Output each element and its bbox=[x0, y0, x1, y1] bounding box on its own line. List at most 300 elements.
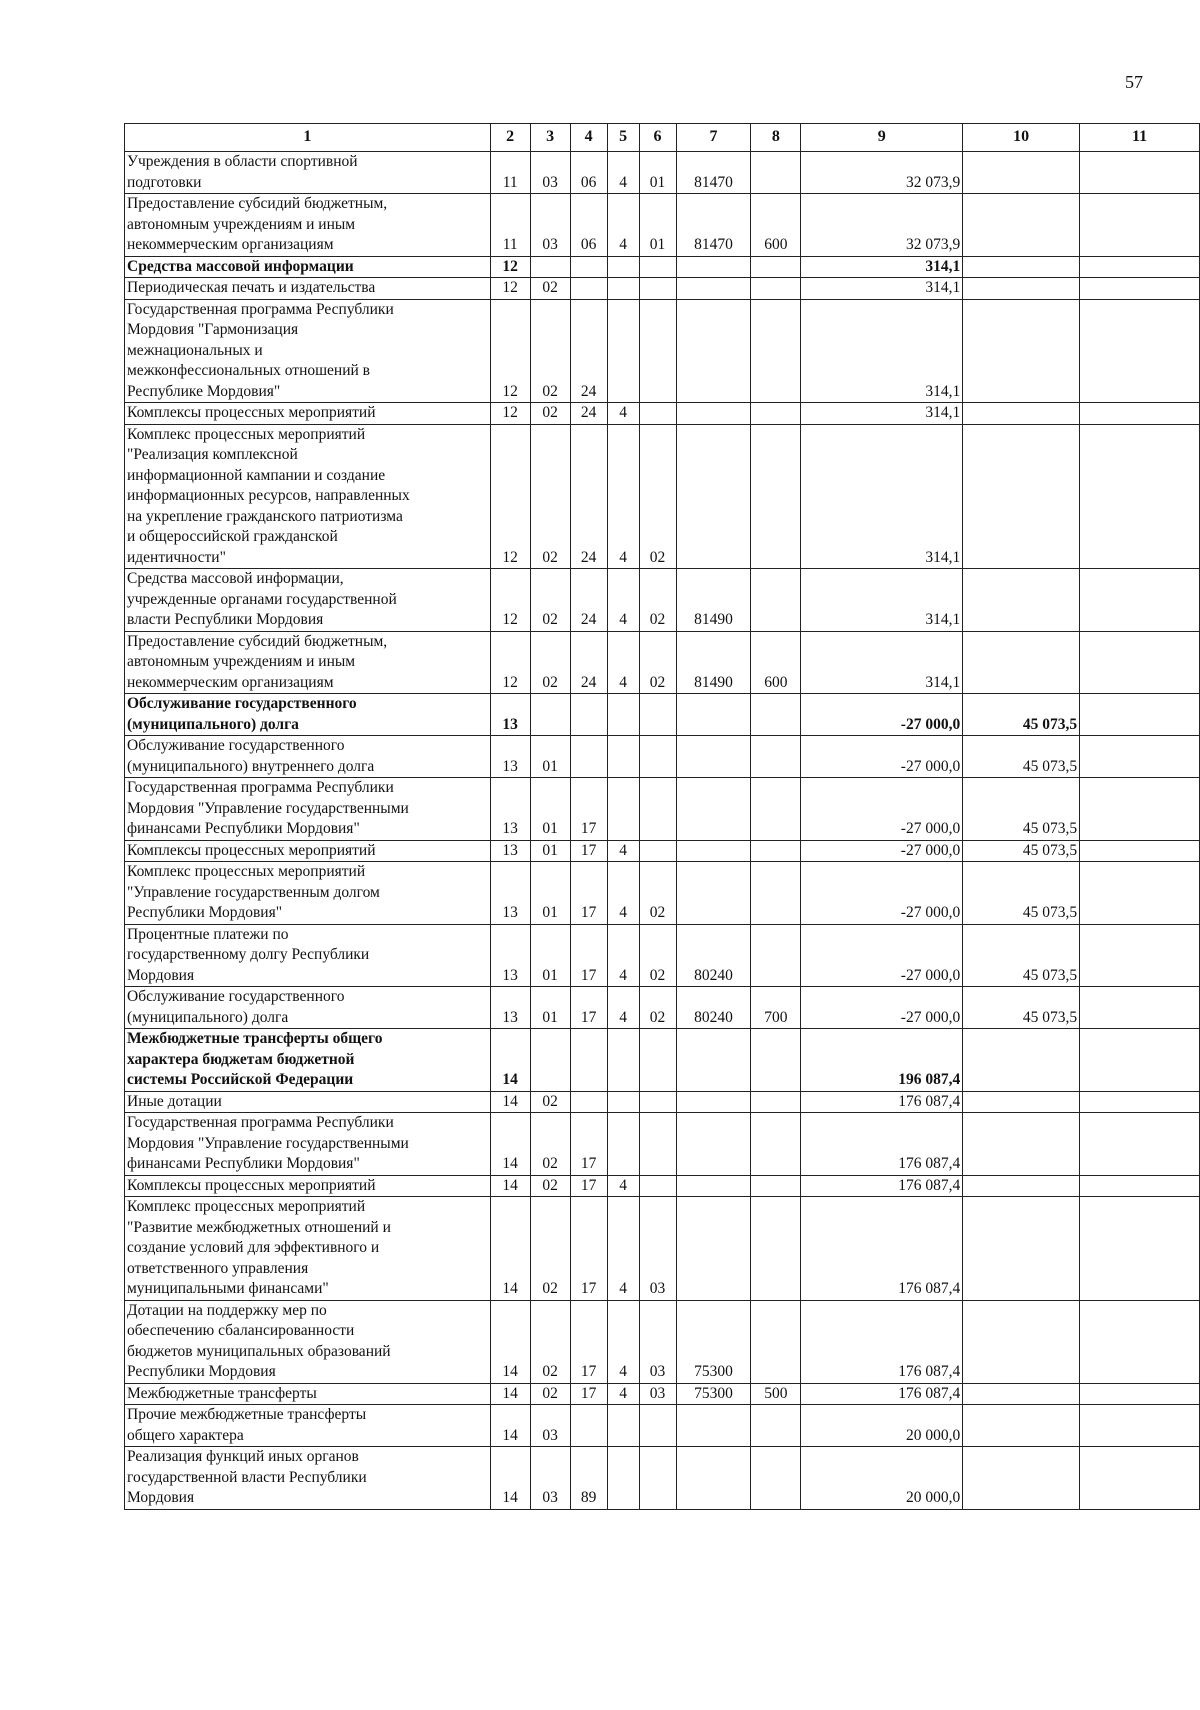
cell-amount-col9: 176 087,4 bbox=[801, 1091, 963, 1113]
cell-direction bbox=[676, 1447, 751, 1510]
cell-amount-col11 bbox=[1080, 1405, 1200, 1447]
cell-podrazdel: 02 bbox=[530, 569, 570, 632]
cell-amount-col11 bbox=[1080, 924, 1200, 987]
cell-podrazdel: 02 bbox=[530, 403, 570, 425]
cell-amount-col10 bbox=[963, 1175, 1080, 1197]
header-col-7: 7 bbox=[676, 124, 751, 152]
cell-program: 24 bbox=[570, 569, 607, 632]
header-col-8: 8 bbox=[751, 124, 801, 152]
cell-amount-col9: 32 073,9 bbox=[801, 194, 963, 257]
cell-subprogram: 02 bbox=[639, 424, 676, 569]
cell-item-name: Процентные платежи по государственному долгу Республики Мордовия bbox=[125, 924, 491, 987]
cell-program: 06 bbox=[570, 152, 607, 194]
cell-direction bbox=[676, 299, 751, 403]
cell-podrazdel: 02 bbox=[530, 299, 570, 403]
table-row bbox=[125, 924, 1200, 987]
cell-program: 17 bbox=[570, 1300, 607, 1383]
cell-item-name: Средства массовой информации, учрежденные органами государственной власти Республики Мордовия bbox=[125, 569, 491, 632]
cell-expense-type bbox=[751, 736, 801, 778]
cell-amount-col10: 45 073,5 bbox=[963, 987, 1080, 1029]
cell-amount-col9: 176 087,4 bbox=[801, 1197, 963, 1301]
cell-subprogram: 03 bbox=[639, 1300, 676, 1383]
cell-amount-col10 bbox=[963, 569, 1080, 632]
cell-razdel: 14 bbox=[490, 1113, 530, 1176]
table-row bbox=[125, 1405, 1200, 1447]
cell-subprogram bbox=[639, 1175, 676, 1197]
cell-amount-col10 bbox=[963, 1447, 1080, 1510]
cell-amount-col9: 176 087,4 bbox=[801, 1175, 963, 1197]
cell-item-name: Комплекс процессных мероприятий "Реализация комплексной информационной кампании и создание информационных ресурсов, направленных на укрепление гражданского патриотизма и общероссийской гражданской идентичности" bbox=[125, 424, 491, 569]
cell-expense-type: 600 bbox=[751, 194, 801, 257]
cell-item-name: Государственная программа Республики Мордовия "Управление государственными финансами Республики Мордовия" bbox=[125, 778, 491, 841]
table-header-row bbox=[125, 124, 1200, 152]
cell-expense-type bbox=[751, 299, 801, 403]
cell-expense-type bbox=[751, 840, 801, 862]
cell-razdel: 12 bbox=[490, 403, 530, 425]
cell-expense-type bbox=[751, 424, 801, 569]
cell-podrazdel: 02 bbox=[530, 278, 570, 300]
cell-podrazdel: 01 bbox=[530, 778, 570, 841]
cell-program-type bbox=[607, 299, 639, 403]
cell-amount-col9: 314,1 bbox=[801, 299, 963, 403]
cell-expense-type bbox=[751, 862, 801, 925]
cell-direction bbox=[676, 256, 751, 278]
cell-amount-col9: -27 000,0 bbox=[801, 987, 963, 1029]
cell-program bbox=[570, 256, 607, 278]
cell-direction bbox=[676, 424, 751, 569]
cell-razdel: 14 bbox=[490, 1029, 530, 1092]
cell-amount-col11 bbox=[1080, 862, 1200, 925]
cell-subprogram bbox=[639, 1405, 676, 1447]
cell-program-type: 4 bbox=[607, 631, 639, 694]
cell-item-name: Комплекс процессных мероприятий "Развитие межбюджетных отношений и создание условий для эффективного и ответственного управления муниципальными финансами" bbox=[125, 1197, 491, 1301]
table-row bbox=[125, 1300, 1200, 1383]
cell-item-name: Предоставление субсидий бюджетным, автономным учреждениям и иным некоммерческим организациям bbox=[125, 194, 491, 257]
cell-expense-type bbox=[751, 1091, 801, 1113]
cell-direction: 75300 bbox=[676, 1300, 751, 1383]
cell-direction bbox=[676, 778, 751, 841]
cell-program-type: 4 bbox=[607, 1175, 639, 1197]
cell-expense-type bbox=[751, 278, 801, 300]
table-row bbox=[125, 1091, 1200, 1113]
page-number: 57 bbox=[1125, 72, 1143, 92]
cell-podrazdel: 01 bbox=[530, 924, 570, 987]
cell-program-type bbox=[607, 256, 639, 278]
cell-subprogram: 03 bbox=[639, 1197, 676, 1301]
cell-item-name: Иные дотации bbox=[125, 1091, 491, 1113]
cell-amount-col10 bbox=[963, 299, 1080, 403]
cell-razdel: 12 bbox=[490, 256, 530, 278]
cell-amount-col11 bbox=[1080, 694, 1200, 736]
cell-amount-col10 bbox=[963, 1300, 1080, 1383]
cell-podrazdel: 01 bbox=[530, 862, 570, 925]
cell-item-name: Государственная программа Республики Мордовия "Управление государственными финансами Республики Мордовия" bbox=[125, 1113, 491, 1176]
cell-subprogram: 02 bbox=[639, 862, 676, 925]
cell-podrazdel: 02 bbox=[530, 424, 570, 569]
cell-item-name: Обслуживание государственного (муниципального) долга bbox=[125, 987, 491, 1029]
cell-program-type: 4 bbox=[607, 194, 639, 257]
cell-subprogram: 02 bbox=[639, 569, 676, 632]
cell-podrazdel: 01 bbox=[530, 736, 570, 778]
cell-direction: 80240 bbox=[676, 924, 751, 987]
cell-amount-col10 bbox=[963, 1405, 1080, 1447]
cell-expense-type: 700 bbox=[751, 987, 801, 1029]
cell-subprogram bbox=[639, 736, 676, 778]
cell-amount-col9: -27 000,0 bbox=[801, 840, 963, 862]
cell-program: 06 bbox=[570, 194, 607, 257]
cell-program-type: 4 bbox=[607, 840, 639, 862]
cell-amount-col10: 45 073,5 bbox=[963, 840, 1080, 862]
cell-podrazdel: 03 bbox=[530, 152, 570, 194]
cell-program-type bbox=[607, 1447, 639, 1510]
cell-amount-col11 bbox=[1080, 1175, 1200, 1197]
cell-item-name: Периодическая печать и издательства bbox=[125, 278, 491, 300]
table-row bbox=[125, 1197, 1200, 1301]
cell-subprogram bbox=[639, 694, 676, 736]
table-row bbox=[125, 694, 1200, 736]
cell-podrazdel: 02 bbox=[530, 1300, 570, 1383]
cell-subprogram: 02 bbox=[639, 631, 676, 694]
cell-amount-col10 bbox=[963, 1029, 1080, 1092]
table-row bbox=[125, 1383, 1200, 1405]
cell-program: 24 bbox=[570, 631, 607, 694]
cell-program-type bbox=[607, 1029, 639, 1092]
cell-program-type bbox=[607, 1091, 639, 1113]
cell-direction bbox=[676, 840, 751, 862]
cell-amount-col11 bbox=[1080, 1300, 1200, 1383]
cell-amount-col11 bbox=[1080, 569, 1200, 632]
cell-direction: 81470 bbox=[676, 194, 751, 257]
cell-razdel: 12 bbox=[490, 569, 530, 632]
cell-subprogram bbox=[639, 1029, 676, 1092]
cell-podrazdel: 02 bbox=[530, 1383, 570, 1405]
cell-expense-type bbox=[751, 152, 801, 194]
cell-amount-col11 bbox=[1080, 1091, 1200, 1113]
cell-program: 17 bbox=[570, 778, 607, 841]
cell-amount-col11 bbox=[1080, 278, 1200, 300]
cell-subprogram bbox=[639, 403, 676, 425]
cell-direction bbox=[676, 1113, 751, 1176]
cell-podrazdel: 02 bbox=[530, 1113, 570, 1176]
cell-razdel: 12 bbox=[490, 299, 530, 403]
cell-podrazdel: 02 bbox=[530, 1175, 570, 1197]
cell-amount-col10: 45 073,5 bbox=[963, 736, 1080, 778]
cell-program-type: 4 bbox=[607, 569, 639, 632]
header-col-2: 2 bbox=[490, 124, 530, 152]
cell-program: 17 bbox=[570, 987, 607, 1029]
cell-program-type bbox=[607, 778, 639, 841]
cell-podrazdel: 03 bbox=[530, 1447, 570, 1510]
cell-program: 24 bbox=[570, 424, 607, 569]
cell-direction: 75300 bbox=[676, 1383, 751, 1405]
cell-razdel: 14 bbox=[490, 1383, 530, 1405]
cell-direction bbox=[676, 278, 751, 300]
cell-amount-col9: 196 087,4 bbox=[801, 1029, 963, 1092]
cell-direction bbox=[676, 736, 751, 778]
cell-item-name: Комплексы процессных мероприятий bbox=[125, 840, 491, 862]
cell-direction bbox=[676, 403, 751, 425]
cell-amount-col11 bbox=[1080, 1447, 1200, 1510]
cell-amount-col11 bbox=[1080, 1029, 1200, 1092]
cell-program-type: 4 bbox=[607, 1300, 639, 1383]
cell-program bbox=[570, 1091, 607, 1113]
cell-item-name: Межбюджетные трансферты bbox=[125, 1383, 491, 1405]
cell-amount-col9: 176 087,4 bbox=[801, 1383, 963, 1405]
cell-razdel: 13 bbox=[490, 778, 530, 841]
cell-item-name: Комплексы процессных мероприятий bbox=[125, 1175, 491, 1197]
header-col-9: 9 bbox=[801, 124, 963, 152]
cell-amount-col9: 314,1 bbox=[801, 569, 963, 632]
cell-subprogram: 01 bbox=[639, 194, 676, 257]
cell-direction: 81470 bbox=[676, 152, 751, 194]
cell-razdel: 13 bbox=[490, 862, 530, 925]
cell-item-name: Обслуживание государственного (муниципального) долга bbox=[125, 694, 491, 736]
cell-item-name: Предоставление субсидий бюджетным, автономным учреждениям и иным некоммерческим организациям bbox=[125, 631, 491, 694]
cell-program: 17 bbox=[570, 840, 607, 862]
cell-program bbox=[570, 278, 607, 300]
cell-amount-col10 bbox=[963, 256, 1080, 278]
cell-expense-type bbox=[751, 403, 801, 425]
table-row bbox=[125, 256, 1200, 278]
cell-expense-type bbox=[751, 1405, 801, 1447]
cell-amount-col9: -27 000,0 bbox=[801, 736, 963, 778]
cell-amount-col11 bbox=[1080, 299, 1200, 403]
cell-expense-type: 600 bbox=[751, 631, 801, 694]
cell-amount-col10 bbox=[963, 1113, 1080, 1176]
table-row bbox=[125, 778, 1200, 841]
cell-program-type: 4 bbox=[607, 1197, 639, 1301]
cell-amount-col10 bbox=[963, 1197, 1080, 1301]
table-row bbox=[125, 862, 1200, 925]
cell-program: 17 bbox=[570, 1383, 607, 1405]
cell-amount-col10: 45 073,5 bbox=[963, 924, 1080, 987]
cell-amount-col11 bbox=[1080, 403, 1200, 425]
cell-razdel: 12 bbox=[490, 278, 530, 300]
cell-expense-type bbox=[751, 569, 801, 632]
cell-razdel: 14 bbox=[490, 1405, 530, 1447]
header-col-10: 10 bbox=[963, 124, 1080, 152]
cell-program-type bbox=[607, 278, 639, 300]
table-row bbox=[125, 424, 1200, 569]
cell-amount-col9: -27 000,0 bbox=[801, 924, 963, 987]
cell-program-type bbox=[607, 1405, 639, 1447]
cell-amount-col10 bbox=[963, 278, 1080, 300]
cell-item-name: Государственная программа Республики Мордовия "Гармонизация межнациональных и межконфессиональных отношений в Республике Мордовия" bbox=[125, 299, 491, 403]
cell-item-name: Дотации на поддержку мер по обеспечению сбалансированности бюджетов муниципальных образований Республики Мордовия bbox=[125, 1300, 491, 1383]
cell-program: 17 bbox=[570, 1197, 607, 1301]
cell-razdel: 13 bbox=[490, 987, 530, 1029]
cell-subprogram bbox=[639, 256, 676, 278]
cell-razdel: 13 bbox=[490, 736, 530, 778]
cell-item-name: Комплексы процессных мероприятий bbox=[125, 403, 491, 425]
cell-razdel: 11 bbox=[490, 152, 530, 194]
cell-amount-col9: -27 000,0 bbox=[801, 694, 963, 736]
cell-subprogram: 01 bbox=[639, 152, 676, 194]
table-row bbox=[125, 1175, 1200, 1197]
cell-program-type: 4 bbox=[607, 924, 639, 987]
cell-direction bbox=[676, 1175, 751, 1197]
cell-amount-col11 bbox=[1080, 1113, 1200, 1176]
cell-program-type bbox=[607, 1113, 639, 1176]
cell-program-type: 4 bbox=[607, 403, 639, 425]
cell-podrazdel bbox=[530, 1029, 570, 1092]
cell-podrazdel: 01 bbox=[530, 987, 570, 1029]
cell-expense-type bbox=[751, 694, 801, 736]
cell-program bbox=[570, 694, 607, 736]
cell-amount-col10: 45 073,5 bbox=[963, 862, 1080, 925]
table-row bbox=[125, 194, 1200, 257]
cell-amount-col11 bbox=[1080, 424, 1200, 569]
cell-item-name: Обслуживание государственного (муниципального) внутреннего долга bbox=[125, 736, 491, 778]
cell-amount-col11 bbox=[1080, 840, 1200, 862]
cell-amount-col11 bbox=[1080, 736, 1200, 778]
cell-program: 89 bbox=[570, 1447, 607, 1510]
budget-table bbox=[124, 123, 1200, 1510]
cell-subprogram bbox=[639, 299, 676, 403]
cell-amount-col11 bbox=[1080, 631, 1200, 694]
cell-subprogram: 03 bbox=[639, 1383, 676, 1405]
cell-amount-col9: 314,1 bbox=[801, 403, 963, 425]
cell-program: 17 bbox=[570, 862, 607, 925]
cell-amount-col10 bbox=[963, 631, 1080, 694]
cell-item-name: Учреждения в области спортивной подготовки bbox=[125, 152, 491, 194]
cell-program: 24 bbox=[570, 403, 607, 425]
cell-podrazdel: 02 bbox=[530, 1091, 570, 1113]
table-body bbox=[125, 152, 1200, 1510]
cell-amount-col10 bbox=[963, 403, 1080, 425]
cell-podrazdel: 03 bbox=[530, 1405, 570, 1447]
cell-expense-type bbox=[751, 1029, 801, 1092]
cell-subprogram bbox=[639, 778, 676, 841]
cell-amount-col10 bbox=[963, 1383, 1080, 1405]
cell-item-name: Комплекс процессных мероприятий "Управление государственным долгом Республики Мордовия" bbox=[125, 862, 491, 925]
cell-razdel: 13 bbox=[490, 924, 530, 987]
cell-amount-col9: 176 087,4 bbox=[801, 1300, 963, 1383]
cell-amount-col10 bbox=[963, 194, 1080, 257]
cell-podrazdel: 02 bbox=[530, 1197, 570, 1301]
cell-razdel: 12 bbox=[490, 631, 530, 694]
cell-amount-col9: 314,1 bbox=[801, 278, 963, 300]
cell-direction bbox=[676, 1029, 751, 1092]
cell-podrazdel bbox=[530, 694, 570, 736]
table-row bbox=[125, 1113, 1200, 1176]
cell-expense-type bbox=[751, 1175, 801, 1197]
cell-direction: 81490 bbox=[676, 631, 751, 694]
cell-program-type bbox=[607, 736, 639, 778]
cell-amount-col10 bbox=[963, 152, 1080, 194]
cell-amount-col9: -27 000,0 bbox=[801, 862, 963, 925]
cell-program bbox=[570, 1029, 607, 1092]
cell-razdel: 14 bbox=[490, 1175, 530, 1197]
header-col-11: 11 bbox=[1080, 124, 1200, 152]
cell-program bbox=[570, 1405, 607, 1447]
table-row bbox=[125, 569, 1200, 632]
cell-amount-col11 bbox=[1080, 1383, 1200, 1405]
header-col-6: 6 bbox=[639, 124, 676, 152]
cell-amount-col9: 20 000,0 bbox=[801, 1447, 963, 1510]
cell-item-name: Межбюджетные трансферты общего характера бюджетам бюджетной системы Российской Федерации bbox=[125, 1029, 491, 1092]
cell-amount-col10 bbox=[963, 424, 1080, 569]
cell-podrazdel: 03 bbox=[530, 194, 570, 257]
cell-razdel: 14 bbox=[490, 1300, 530, 1383]
cell-program-type: 4 bbox=[607, 424, 639, 569]
cell-amount-col11 bbox=[1080, 152, 1200, 194]
cell-program-type bbox=[607, 694, 639, 736]
cell-razdel: 14 bbox=[490, 1447, 530, 1510]
cell-amount-col9: 32 073,9 bbox=[801, 152, 963, 194]
cell-razdel: 13 bbox=[490, 840, 530, 862]
cell-program: 17 bbox=[570, 924, 607, 987]
cell-razdel: 11 bbox=[490, 194, 530, 257]
cell-program: 24 bbox=[570, 299, 607, 403]
table-row bbox=[125, 278, 1200, 300]
cell-direction: 80240 bbox=[676, 987, 751, 1029]
cell-expense-type bbox=[751, 1300, 801, 1383]
cell-subprogram bbox=[639, 278, 676, 300]
cell-expense-type bbox=[751, 1113, 801, 1176]
header-col-5: 5 bbox=[607, 124, 639, 152]
cell-podrazdel: 02 bbox=[530, 631, 570, 694]
cell-subprogram bbox=[639, 1113, 676, 1176]
cell-amount-col11 bbox=[1080, 778, 1200, 841]
cell-amount-col9: 314,1 bbox=[801, 256, 963, 278]
cell-amount-col9: 20 000,0 bbox=[801, 1405, 963, 1447]
cell-program: 17 bbox=[570, 1175, 607, 1197]
cell-program bbox=[570, 736, 607, 778]
cell-program-type: 4 bbox=[607, 862, 639, 925]
cell-program: 17 bbox=[570, 1113, 607, 1176]
cell-subprogram: 02 bbox=[639, 924, 676, 987]
cell-program-type: 4 bbox=[607, 987, 639, 1029]
cell-direction bbox=[676, 862, 751, 925]
table-row bbox=[125, 631, 1200, 694]
cell-direction bbox=[676, 1405, 751, 1447]
cell-amount-col9: 314,1 bbox=[801, 424, 963, 569]
cell-direction bbox=[676, 1197, 751, 1301]
cell-expense-type bbox=[751, 1197, 801, 1301]
table-row bbox=[125, 840, 1200, 862]
table-row bbox=[125, 1447, 1200, 1510]
cell-podrazdel bbox=[530, 256, 570, 278]
cell-item-name: Средства массовой информации bbox=[125, 256, 491, 278]
cell-amount-col11 bbox=[1080, 1197, 1200, 1301]
table-row bbox=[125, 403, 1200, 425]
cell-amount-col11 bbox=[1080, 256, 1200, 278]
table-row bbox=[125, 152, 1200, 194]
cell-amount-col11 bbox=[1080, 194, 1200, 257]
cell-item-name: Реализация функций иных органов государственной власти Республики Мордовия bbox=[125, 1447, 491, 1510]
cell-amount-col11 bbox=[1080, 987, 1200, 1029]
cell-amount-col9: 314,1 bbox=[801, 631, 963, 694]
table-row bbox=[125, 736, 1200, 778]
header-col-4: 4 bbox=[570, 124, 607, 152]
table-row bbox=[125, 987, 1200, 1029]
cell-direction bbox=[676, 694, 751, 736]
header-col-1: 1 bbox=[125, 124, 491, 152]
cell-subprogram bbox=[639, 1091, 676, 1113]
cell-amount-col10 bbox=[963, 1091, 1080, 1113]
cell-amount-col9: 176 087,4 bbox=[801, 1113, 963, 1176]
cell-direction bbox=[676, 1091, 751, 1113]
header-col-3: 3 bbox=[530, 124, 570, 152]
cell-razdel: 14 bbox=[490, 1091, 530, 1113]
cell-item-name: Прочие межбюджетные трансферты общего характера bbox=[125, 1405, 491, 1447]
cell-razdel: 13 bbox=[490, 694, 530, 736]
cell-razdel: 14 bbox=[490, 1197, 530, 1301]
cell-razdel: 12 bbox=[490, 424, 530, 569]
cell-amount-col10: 45 073,5 bbox=[963, 694, 1080, 736]
cell-program-type: 4 bbox=[607, 152, 639, 194]
